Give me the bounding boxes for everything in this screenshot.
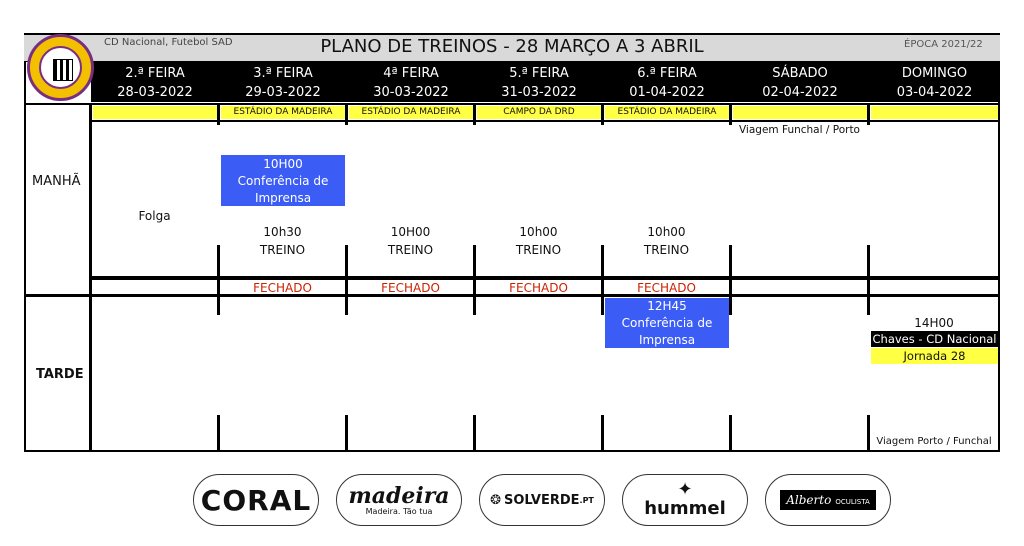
tue-training (220, 223, 345, 259)
alberto-suffix: OCULISTA (835, 498, 870, 506)
alberto-badge (780, 490, 876, 510)
press-label: Conferência de (621, 316, 713, 330)
venue-tue: ESTÁDIO DA MADEIRA (221, 106, 345, 119)
press-time: 12H45 (647, 299, 687, 313)
closed-wed: FECHADO (381, 281, 440, 295)
col-divider (89, 105, 92, 452)
sponsor-alberto[interactable] (765, 474, 891, 526)
sponsor-madeira[interactable] (336, 474, 462, 526)
col-divider (345, 105, 348, 452)
sun-travel: Viagem Porto / Funchal (876, 436, 992, 447)
club-crest-icon (27, 34, 94, 101)
sat-travel: Viagem Funchal / Porto (738, 124, 860, 136)
press-label: Conferência de (237, 174, 329, 188)
venue-fri: ESTÁDIO DA MADEIRA (605, 106, 729, 119)
col-divider (217, 105, 220, 452)
fri-press-conference (605, 298, 729, 348)
day-header-thu (475, 62, 603, 102)
sun-match: Chaves - CD Nacional (872, 332, 997, 346)
hummel-logo: hummel (644, 498, 726, 519)
divider (91, 276, 1000, 280)
season-label: ÉPOCA 2021/22 (904, 39, 983, 50)
row-label-afternoon: TARDE (36, 367, 84, 382)
right-border (998, 62, 1000, 452)
day-name: 3.ª FEIRA (253, 66, 313, 81)
day-name: DOMINGO (901, 66, 968, 81)
day-date: 29-03-2022 (245, 85, 321, 100)
day-header-sat (731, 62, 869, 102)
sun-kickoff-time: 14H00 (914, 316, 954, 330)
day-name: 5.ª FEIRA (509, 66, 569, 81)
madeira-logo: madeira (348, 482, 450, 509)
divider (91, 120, 1000, 122)
press-time: 10H00 (263, 157, 303, 171)
day-name: 4ª FEIRA (383, 66, 439, 81)
training-label: TREINO (643, 243, 690, 257)
coral-logo: CORAL (200, 483, 312, 517)
col-divider (867, 105, 870, 452)
training-time: 10H00 (390, 225, 431, 239)
closed-fri: FECHADO (637, 281, 696, 295)
day-date: 03-04-2022 (896, 85, 973, 100)
thu-training (476, 223, 601, 259)
divider (24, 450, 1000, 452)
club-name: CD Nacional, Futebol SAD (104, 37, 233, 48)
row-label-morning: MANHÃ (32, 174, 81, 189)
alberto-logo: Alberto (786, 493, 832, 507)
fri-training (604, 223, 729, 259)
monday-rest: Folga (138, 209, 171, 223)
training-time: 10h30 (263, 225, 302, 239)
venue-mon (93, 106, 217, 119)
crest-center (39, 46, 82, 89)
col-divider (601, 105, 604, 452)
venue-sat (733, 106, 867, 119)
day-name: SÁBADO (772, 66, 828, 81)
sun-round: Jornada 28 (871, 348, 998, 364)
solverde-suffix: .PT (579, 495, 594, 505)
sponsor-coral[interactable] (193, 474, 319, 526)
day-header-sun (869, 62, 1000, 102)
day-header-wed (347, 62, 475, 102)
day-header-mon (91, 62, 219, 102)
training-label: TREINO (387, 243, 434, 257)
day-header-tue (219, 62, 347, 102)
sponsor-hummel[interactable] (622, 474, 748, 526)
wed-training (348, 223, 473, 259)
crest-stripes-icon (53, 59, 73, 81)
closed-tue: FECHADO (253, 281, 312, 295)
day-date: 28-03-2022 (117, 85, 193, 100)
training-time: 10h00 (519, 225, 558, 239)
closed-thu: FECHADO (509, 281, 568, 295)
press-label: Imprensa (638, 333, 696, 347)
venue-wed: ESTÁDIO DA MADEIRA (349, 106, 473, 119)
venue-sun (871, 106, 998, 119)
training-time: 10h00 (647, 225, 686, 239)
day-name: 2.ª FEIRA (125, 66, 185, 81)
day-header-fri (603, 62, 731, 102)
col-divider (473, 105, 476, 452)
training-plan-sheet (24, 33, 1000, 452)
col-divider (729, 105, 732, 452)
press-label: Imprensa (254, 191, 312, 205)
day-date: 01-04-2022 (629, 85, 705, 100)
venue-thu: CAMPO DA DRD (477, 106, 601, 119)
solverde-logo: SOLVERDE (504, 492, 580, 508)
day-date: 31-03-2022 (501, 85, 577, 100)
hummel-bee-icon: ✦ (677, 479, 693, 500)
day-date: 02-04-2022 (762, 85, 838, 100)
day-name: 6.ª FEIRA (637, 66, 697, 81)
divider (24, 103, 1000, 105)
tue-press-conference (221, 155, 345, 206)
training-label: TREINO (515, 243, 562, 257)
page-title: PLANO DE TREINOS - 28 MARÇO A 3 ABRIL (320, 36, 704, 57)
sponsor-solverde[interactable] (479, 474, 605, 526)
madeira-tagline: Madeira. Tão tua (365, 506, 433, 516)
day-date: 30-03-2022 (373, 85, 449, 100)
left-border (24, 62, 26, 452)
training-label: TREINO (259, 243, 306, 257)
solverde-icon: ❂ (490, 492, 501, 508)
